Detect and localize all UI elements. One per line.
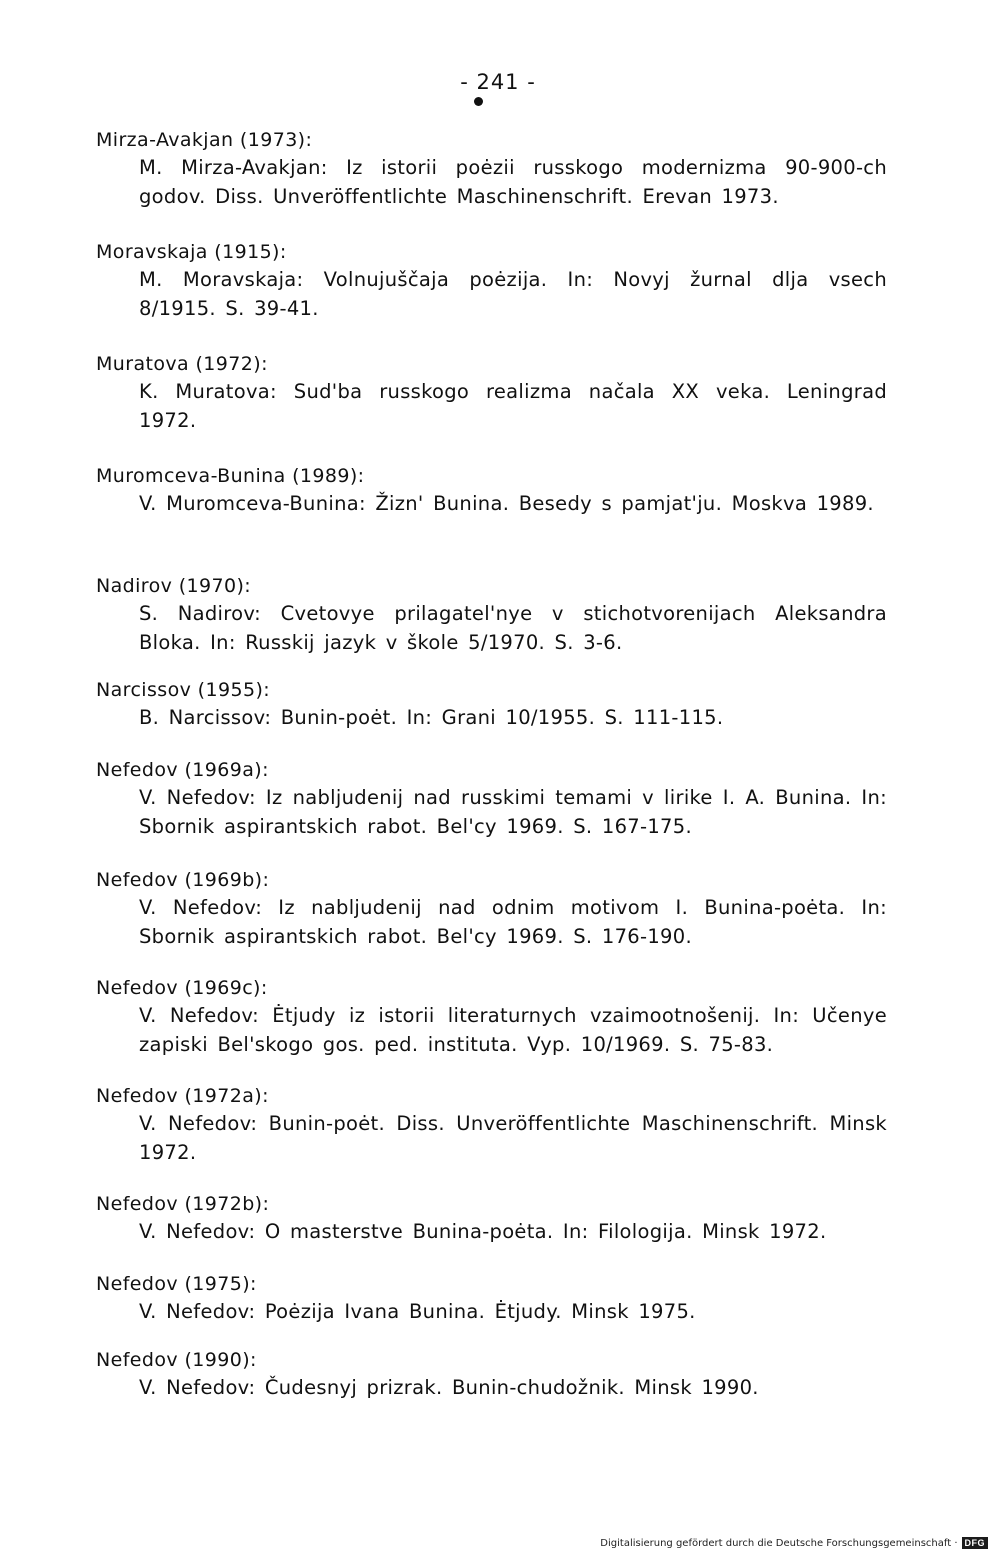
entry-heading: Nefedov (1972a):	[96, 1085, 269, 1107]
bibliography-entry	[96, 756, 896, 841]
entry-heading: Muromceva-Bunina (1989):	[96, 465, 365, 487]
entry-citation: V. Nefedov: O masterstve Bunina-poėta. In: Filologija. Minsk 1972.	[139, 1220, 827, 1243]
entry-citation: B. Narcissov: Bunin-poėt. In: Grani 10/1955. S. 111-115.	[139, 706, 724, 729]
bibliography-entry	[96, 1270, 896, 1327]
bibliography-entry	[96, 1082, 896, 1167]
funding-footer	[600, 1537, 988, 1549]
entry-heading: Nefedov (1969b):	[96, 869, 270, 891]
page-number: - 241 -	[460, 70, 536, 94]
bibliography-entry	[96, 126, 896, 211]
entry-heading: Nefedov (1975):	[96, 1273, 257, 1295]
entry-citation: V. Nefedov: Iz nabljudenij nad russkimi temami v lirike I. A. Bunina. In: Sbornik aspirantskich rabot. Bel'cy 1969. S. 167-175.	[139, 786, 887, 838]
entry-heading: Nefedov (1969c):	[96, 977, 268, 999]
entry-heading: Nefedov (1969a):	[96, 759, 269, 781]
bibliography-entry	[96, 676, 896, 733]
page-dot-mark	[474, 97, 483, 106]
bibliography-entry	[96, 572, 896, 657]
entry-heading: Nadirov (1970):	[96, 575, 252, 597]
entry-citation: M. Mirza-Avakjan: Iz istorii poėzii russkogo modernizma 90-900-ch godov. Diss. Unveröffentlichte Maschinenschrift. Erevan 1973.	[139, 156, 887, 208]
entry-citation: V. Muromceva-Bunina: Žizn' Bunina. Besedy s pamjat'ju. Moskva 1989.	[139, 492, 874, 515]
entry-citation: S. Nadirov: Cvetovye prilagatel'nye v stichotvorenijach Aleksandra Bloka. In: Russkij jazyk v škole 5/1970. S. 3-6.	[139, 602, 887, 654]
entry-heading: Nefedov (1990):	[96, 1349, 257, 1371]
bibliography-entry	[96, 1346, 896, 1403]
bibliography-entry	[96, 974, 896, 1059]
entry-citation: M. Moravskaja: Volnujuščaja poėzija. In: Novyj žurnal dlja vsech 8/1915. S. 39-41.	[139, 268, 887, 320]
bibliography-entry	[96, 1190, 896, 1247]
funding-note: Digitalisierung gefördert durch die Deutsche Forschungsgemeinschaft ·	[600, 1537, 958, 1549]
entry-citation: V. Nefedov: Iz nabljudenij nad odnim motivom I. Bunina-poėta. In: Sbornik aspirantskich rabot. Bel'cy 1969. S. 176-190.	[139, 896, 887, 948]
bibliography-entry	[96, 350, 896, 435]
dfg-logo: DFG	[962, 1537, 989, 1549]
entry-heading: Narcissov (1955):	[96, 679, 271, 701]
entry-heading: Muratova (1972):	[96, 353, 268, 375]
bibliography-entry	[96, 866, 896, 951]
entry-citation: K. Muratova: Sud'ba russkogo realizma načala XX veka. Leningrad 1972.	[139, 380, 887, 432]
entry-heading: Moravskaja (1915):	[96, 241, 287, 263]
entry-heading: Nefedov (1972b):	[96, 1193, 270, 1215]
entry-heading: Mirza-Avakjan (1973):	[96, 129, 313, 151]
scanned-page	[8, 8, 984, 1542]
bibliography-entry	[96, 462, 896, 519]
entry-citation: V. Nefedov: Poėzija Ivana Bunina. Ėtjudy. Minsk 1975.	[139, 1300, 696, 1323]
entry-citation: V. Nefedov: Bunin-poėt. Diss. Unveröffentlichte Maschinenschrift. Minsk 1972.	[139, 1112, 887, 1164]
entry-citation: V. Nefedov: Ėtjudy iz istorii literaturnych vzaimootnošenij. In: Učenye zapiski Bel'skogo gos. ped. instituta. Vyp. 10/1969. S. 75-83.	[139, 1004, 887, 1056]
bibliography-entry	[96, 238, 896, 323]
entry-citation: V. Nefedov: Čudesnyj prizrak. Bunin-chudožnik. Minsk 1990.	[139, 1376, 759, 1399]
